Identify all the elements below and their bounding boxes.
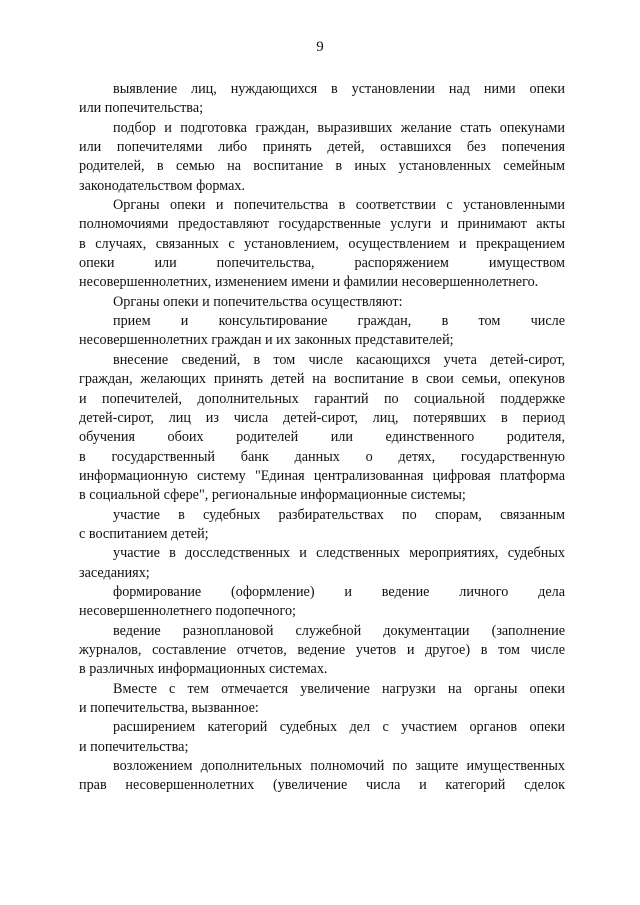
paragraph — [79, 583, 565, 622]
text-line: в государственный банк данных о детях, государственную — [79, 448, 565, 465]
text-line: родителей, в семью на воспитание в иных установленных семейным — [79, 158, 565, 175]
text-line: и попечительства, вызванное: — [79, 700, 259, 716]
text-line: опеки или попечительства, распоряжением имуществом — [79, 255, 565, 272]
document-body — [79, 80, 565, 796]
text-line: Органы опеки и попечительства осуществляют: — [113, 293, 403, 310]
text-line: и попечителей, дополнительных гарантий по социальной поддержке — [79, 390, 565, 407]
text-line: прием и консультирование граждан, в том числе — [113, 313, 565, 330]
text-line: подбор и подготовка граждан, выразивших желание стать опекунами — [113, 119, 565, 136]
text-line: заседаниях; — [79, 564, 150, 581]
text-line: несовершеннолетних, изменением имени и фамилии несовершеннолетнего. — [79, 274, 539, 291]
paragraph — [79, 718, 565, 757]
text-line: с воспитанием детей; — [79, 525, 209, 542]
paragraph — [79, 119, 565, 196]
text-line: несовершеннолетнего подопечного; — [79, 603, 296, 620]
text-line: выявление лиц, нуждающихся в установлении над ними опеки — [113, 81, 565, 97]
text-line: участие в досследственных и следственных мероприятиях, судебных — [113, 545, 565, 562]
paragraph — [79, 506, 565, 545]
paragraph — [79, 680, 565, 719]
text-line: или попечительства; — [79, 100, 204, 117]
text-line: ведение разноплановой служебной документации (заполнение — [113, 622, 565, 639]
text-line: или попечителями либо принять детей, оставшихся без попечения — [79, 139, 565, 156]
text-line: возложением дополнительных полномочий по защите имущественных — [113, 758, 565, 775]
text-line: прав несовершеннолетних (увеличение числа и категорий сделок — [79, 777, 565, 794]
paragraph — [79, 312, 565, 351]
text-line: в различных информационных системах. — [79, 661, 328, 678]
paragraph — [79, 544, 565, 583]
paragraph — [79, 622, 565, 680]
text-line: несовершеннолетних граждан и их законных представителей; — [79, 332, 454, 349]
text-line: в социальной сфере", региональные информационные системы; — [79, 487, 466, 504]
text-line: граждан, желающих принять детей на воспитание в свои семьи, опекунов — [79, 371, 565, 388]
text-line: детей-сирот, лиц из числа детей-сирот, лиц, потерявших в период — [79, 409, 565, 426]
text-line: журналов, составление отчетов, ведение учетов и другое) в том числе — [79, 641, 565, 658]
paragraph — [79, 351, 565, 506]
paragraph — [79, 80, 565, 119]
text-line: информационную систему "Единая централизованная цифровая платформа — [79, 467, 565, 484]
paragraph — [79, 196, 565, 293]
text-line: полномочиями предоставляют государственные услуги и принимают акты — [79, 216, 565, 233]
paragraph — [79, 293, 565, 312]
page-number: 9 — [316, 39, 324, 55]
text-line: внесение сведений, в том числе касающихся учета детей-сирот, — [113, 351, 565, 368]
text-line: участие в судебных разбирательствах по спорам, связанным — [113, 506, 565, 523]
text-line: и попечительства; — [79, 738, 189, 755]
paragraph — [79, 757, 565, 796]
text-line: Вместе с тем отмечается увеличение нагрузки на органы опеки — [113, 680, 565, 697]
text-line: расширением категорий судебных дел с участием органов опеки — [113, 719, 565, 736]
text-line: формирование (оформление) и ведение личного дела — [113, 583, 565, 600]
text-line: Органы опеки и попечительства в соответствии с установленными — [113, 197, 565, 214]
text-line: обучения обоих родителей или единственного родителя, — [79, 429, 565, 446]
text-line: законодательством формах. — [79, 177, 246, 194]
text-line: в случаях, связанных с установлением, осуществлением и прекращением — [79, 235, 565, 252]
